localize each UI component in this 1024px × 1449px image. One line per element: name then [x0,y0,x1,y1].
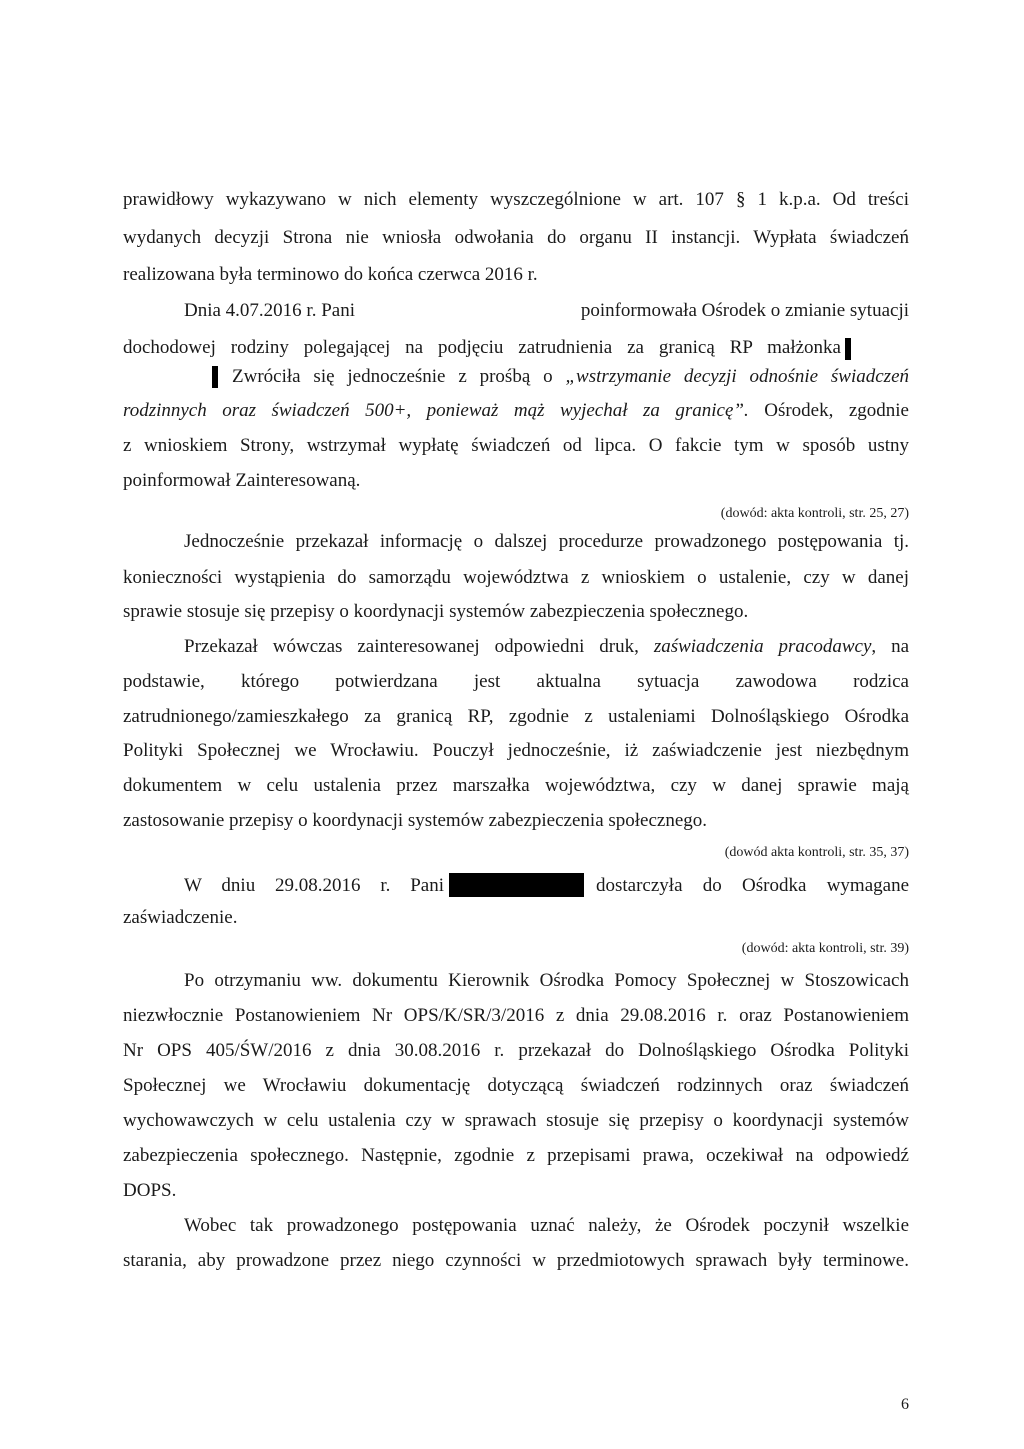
redaction-box [449,873,584,899]
para6-line1: Po otrzymaniu ww. dokumentu Kierownik Ośrodka Pomocy Społecznej w Stoszowicach [184,970,909,991]
para2-line4-quote: rodzinnych oraz świadczeń 500+, ponieważ mąż wyjechał za granicę”. [123,400,749,421]
para6-line2: niezwłocznie Postanowieniem Nr OPS/K/SR/3/2016 z dnia 29.08.2016 r. oraz Postanowieniem [123,1005,909,1026]
para4-line1 [184,632,909,662]
redaction-bar [212,366,218,388]
para4-line5: dokumentem w celu ustalenia przez marszałka województwa, czy w danej sprawie mają [123,775,909,796]
para1-line3: realizowana była terminowo do końca czerwca 2016 r. [123,264,538,285]
para7-line1: Wobec tak prowadzonego postępowania uznać należy, że Ośrodek poczynił wszelkie [184,1215,909,1236]
redaction-bar [845,338,851,360]
para2-line6: poinformował Zainteresowaną. [123,470,361,491]
para4-line4: Polityki Społecznej we Wrocławiu. Pouczył jednocześnie, iż zaświadczenie jest niezbędnym [123,740,909,761]
para4-line3: zatrudnionego/zamieszkałego za granicą RP, zgodnie z ustaleniami Dolnośląskiego Ośrodka [123,706,909,727]
para1-line1-text-a: prawidłowy wykazywano w nich elementy wyszczególnione w art. 107 [123,189,724,210]
source-reference: (dowód: akta kontroli, str. 39) [741,941,909,956]
para5-line1-end: dostarczyła do Ośrodka wymagane [596,875,909,896]
para4-line1-end: , na [871,636,910,657]
para1-line1 [123,185,909,215]
section-sign: § [735,189,746,210]
page-number: 6 [901,1396,909,1413]
para6-line4: Społecznej we Wrocławiu dokumentację dotyczącą świadczeń rodzinnych oraz świadczeń [123,1075,909,1096]
para4-line6: zastosowanie przepisy o koordynacji systemów zabezpieczenia społecznego. [123,810,708,831]
para2-line1-end: poinformowała Ośrodek o zmianie sytuacji [580,300,909,321]
source-reference: (dowód: akta kontroli, str. 25, 27) [720,506,909,521]
para2-line3-text: Zwróciła się jednocześnie z prośbą o [232,366,553,387]
para2-line4 [123,396,909,426]
para6-line3: Nr OPS 405/ŚW/2016 z dnia 30.08.2016 r. przekazał do Dolnośląskiego Ośrodka Polityki [123,1040,909,1061]
para7-line2: starania, aby prowadzone przez niego czynności w przedmiotowych sprawach były terminowe. [123,1250,909,1271]
para3-line2: konieczności wystąpienia do samorządu województwa z wnioskiem o ustalenie, czy w danej [123,567,909,588]
para4-line1-italic: zaświadczenia pracodawcy [653,636,872,657]
source-reference: (dowód akta kontroli, str. 35, 37) [724,845,909,860]
para2-line3 [232,362,909,392]
para1-line2: wydanych decyzji Strona nie wniosła odwołania do organu II instancji. Wypłata świadczeń [123,227,909,248]
para4-line2: podstawie, którego potwierdzana jest aktualna sytuacja zawodowa rodzica [123,671,909,692]
para1-line1-text-b: 1 k.p.a. Od treści [757,189,910,210]
para5-line2: zaświadczenie. [123,907,238,928]
para5-line1-start: W dniu 29.08.2016 r. Pani [184,875,444,896]
para6-line5: wychowawczych w celu ustalenia czy w sprawach stosuje się przepisy o koordynacji systemów [123,1110,909,1131]
para2-line5: z wnioskiem Strony, wstrzymał wypłatę świadczeń od lipca. O fakcie tym w sposób ustny [123,435,909,456]
para4-line1-text: Przekazał wówczas zainteresowanej odpowiedni druk, [184,636,639,657]
para6-line6: zabezpieczenia społecznego. Następnie, zgodnie z przepisami prawa, oczekiwał na odpowiedź [123,1145,909,1166]
para2-line3-quote: „wstrzymanie decyzji odnośnie świadczeń [565,366,910,387]
para2-line1-start: Dnia 4.07.2016 r. Pani [184,300,355,321]
para3-line3: sprawie stosuje się przepisy o koordynacji systemów zabezpieczenia społecznego. [123,601,749,622]
para6-line7: DOPS. [123,1180,177,1201]
para3-line1: Jednocześnie przekazał informację o dalszej procedurze prowadzonego postępowania tj. [184,531,909,552]
para2-line2: dochodowej rodziny polegającej na podjęciu zatrudnienia za granicą RP małżonka [123,337,841,358]
para2-line4-text: Ośrodek, zgodnie [764,400,909,421]
